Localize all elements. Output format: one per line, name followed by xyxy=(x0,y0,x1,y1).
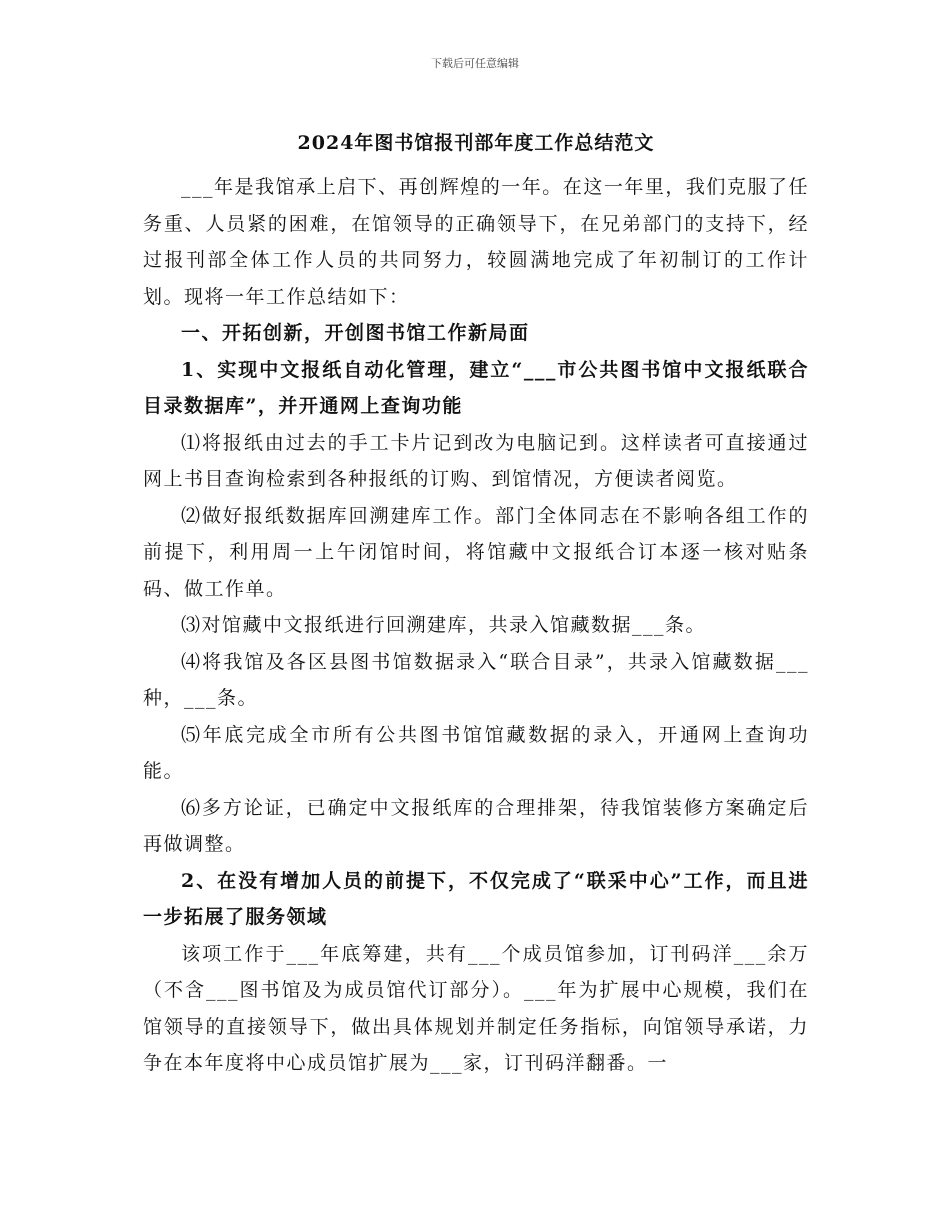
document-title: 2024年图书馆报刊部年度工作总结范文 xyxy=(297,132,655,154)
paragraph-item-2: ⑵做好报纸数据库回溯建库工作。部门全体同志在不影响各组工作的前提下，利用周一上午闭馆时间，将馆藏中文报纸合订本逐一核对贴条码、做工作单。 xyxy=(143,504,809,600)
paragraph-item-3: ⑶对馆藏中文报纸进行回溯建库，共录入馆藏数据___条。 xyxy=(181,614,707,636)
section-heading-1: 一、开拓创新，开创图书馆工作新局面 xyxy=(181,322,530,344)
paragraph-item-1: ⑴将报纸由过去的手工卡片记到改为电脑记到。这样读者可直接通过网上书目查询检索到各种报纸的订购、到馆情况，方便读者阅览。 xyxy=(143,431,809,490)
paragraph-item-5: ⑸年底完成全市所有公共图书馆馆藏数据的录入，开通网上查询功能。 xyxy=(143,723,809,782)
paragraph-item-6: ⑹多方论证，已确定中文报纸库的合理排架，待我馆装修方案确定后再做调整。 xyxy=(143,796,809,855)
subsection-heading-1: 1、实现中文报纸自动化管理，建立“___市公共图书馆中文报纸联合目录数据库”，并开通网上查询功能 xyxy=(143,358,809,417)
document-page xyxy=(143,118,809,1082)
paragraph-item-4: ⑷将我馆及各区县图书馆数据录入“联合目录”，共录入馆藏数据___种，___条。 xyxy=(143,650,809,709)
paragraph-intro: ___年是我馆承上启下、再创辉煌的一年。在这一年里，我们克服了任务重、人员紧的困难，在馆领导的正确领导下，在兄弟部门的支持下，经过报刊部全体工作人员的共同努力，较圆满地完成了年初制订的工作计划。现将一年工作总结如下： xyxy=(143,176,809,308)
header-note: 下载后可任意编辑 xyxy=(431,57,519,70)
paragraph-body-2: 该项工作于___年底筹建，共有___个成员馆参加，订刊码洋___余万（不含___图书馆及为成员馆代订部分）。___年为扩展中心规模，我们在馆领导的直接领导下，做出具体规划并制定任务指标，向馆领导承诺，力争在本年度将中心成员馆扩展为___家，订刊码洋翻番。一 xyxy=(143,942,809,1074)
subsection-heading-2: 2、在没有增加人员的前提下，不仅完成了“联采中心”工作，而且进一步拓展了服务领域 xyxy=(143,869,809,928)
